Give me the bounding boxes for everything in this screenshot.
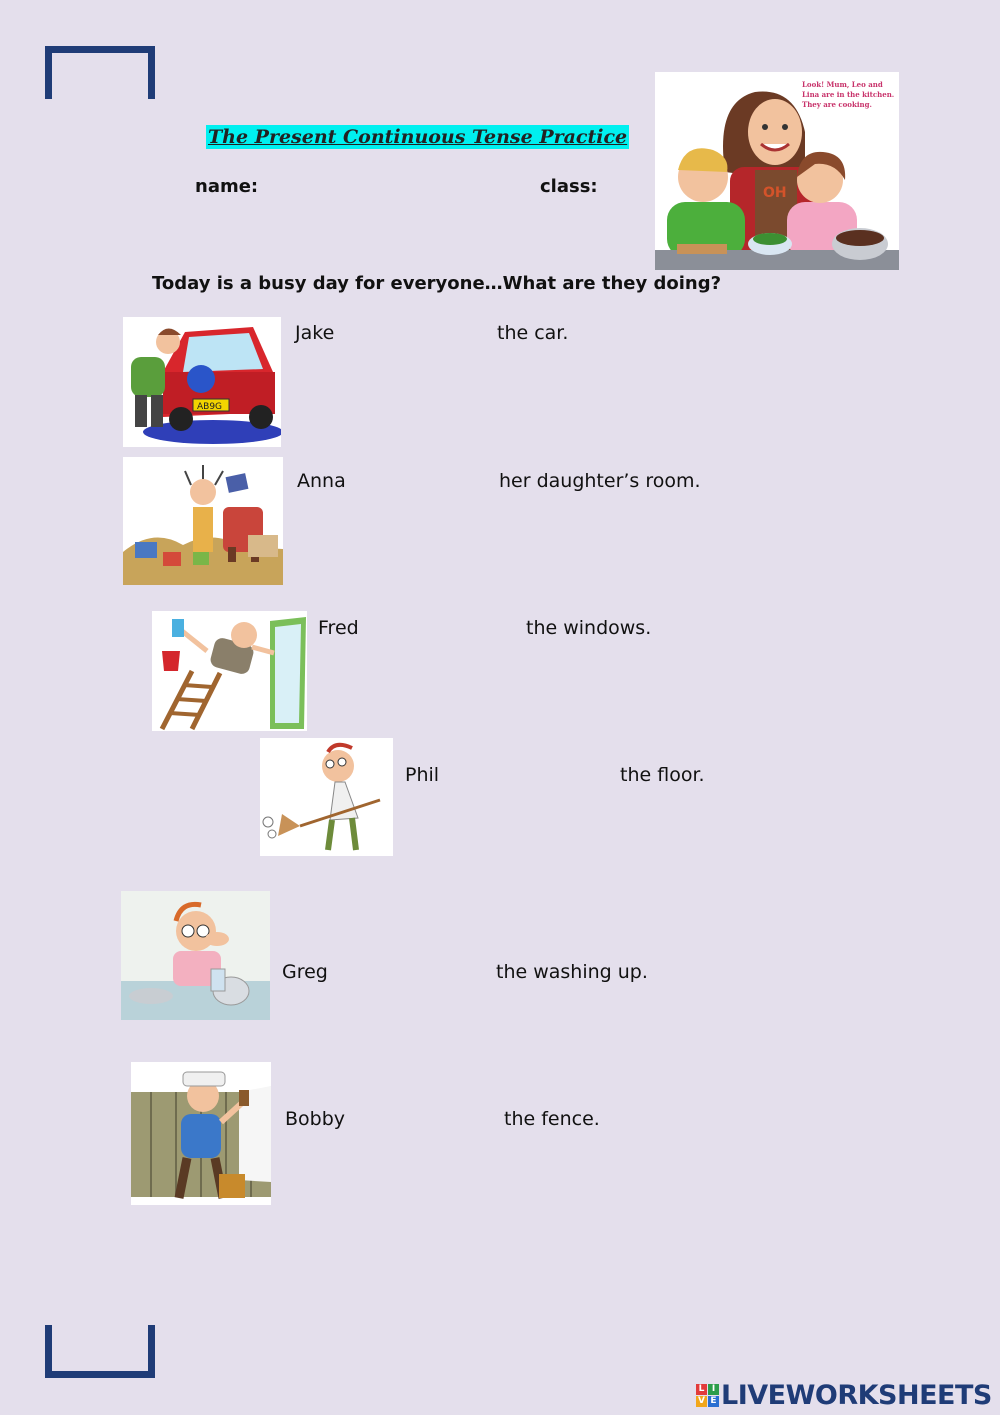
logo-letter: L [696, 1384, 707, 1395]
exercise-subject: Fred [318, 617, 359, 639]
logo-text: LIVEWORKSHEETS [721, 1380, 992, 1411]
car-plate: AB9G [197, 402, 223, 412]
window-cleaning-illustration [152, 611, 307, 731]
kitchen-caption-line: They are cooking. [802, 100, 872, 109]
exercise-completion: the windows. [526, 617, 652, 639]
kitchen-cooking-illustration [655, 72, 899, 270]
worksheet-title: The Present Continuous Tense Practice [208, 126, 628, 148]
class-label: class: [540, 176, 598, 197]
liveworksheets-logo [696, 1380, 992, 1411]
exercise-completion: the washing up. [496, 961, 648, 983]
exercise-subject: Greg [282, 961, 328, 983]
car-washing-illustration [123, 317, 281, 447]
logo-letter: E [708, 1396, 719, 1407]
kitchen-caption-line: Lina are in the kitchen. [802, 90, 895, 99]
exercise-completion: the car. [497, 322, 569, 344]
kitchen-caption-line: Look! Mum, Leo and [802, 80, 883, 89]
fence-painting-illustration [131, 1062, 271, 1205]
name-label: name: [195, 176, 259, 197]
exercise-completion: the fence. [504, 1108, 600, 1130]
exercise-subject: Jake [295, 322, 335, 344]
logo-mark-icon [696, 1384, 719, 1407]
exercise-subject: Anna [297, 470, 346, 492]
logo-letter: V [696, 1396, 707, 1407]
exercise-subject: Bobby [285, 1108, 346, 1130]
apron-mark: OH [763, 185, 787, 201]
messy-room-illustration [123, 457, 283, 585]
logo-letter: I [708, 1384, 719, 1395]
corner-bracket-top [45, 46, 155, 99]
corner-bracket-bottom [45, 1325, 155, 1378]
exercise-completion: the floor. [620, 764, 705, 786]
instructions-text: Today is a busy day for everyone…What are they doing? [152, 273, 722, 294]
kitchen-caption [802, 80, 898, 110]
sweeping-illustration [260, 738, 393, 856]
washing-up-illustration [121, 891, 270, 1020]
exercise-completion: her daughter’s room. [499, 470, 701, 492]
exercise-subject: Phil [405, 764, 440, 786]
